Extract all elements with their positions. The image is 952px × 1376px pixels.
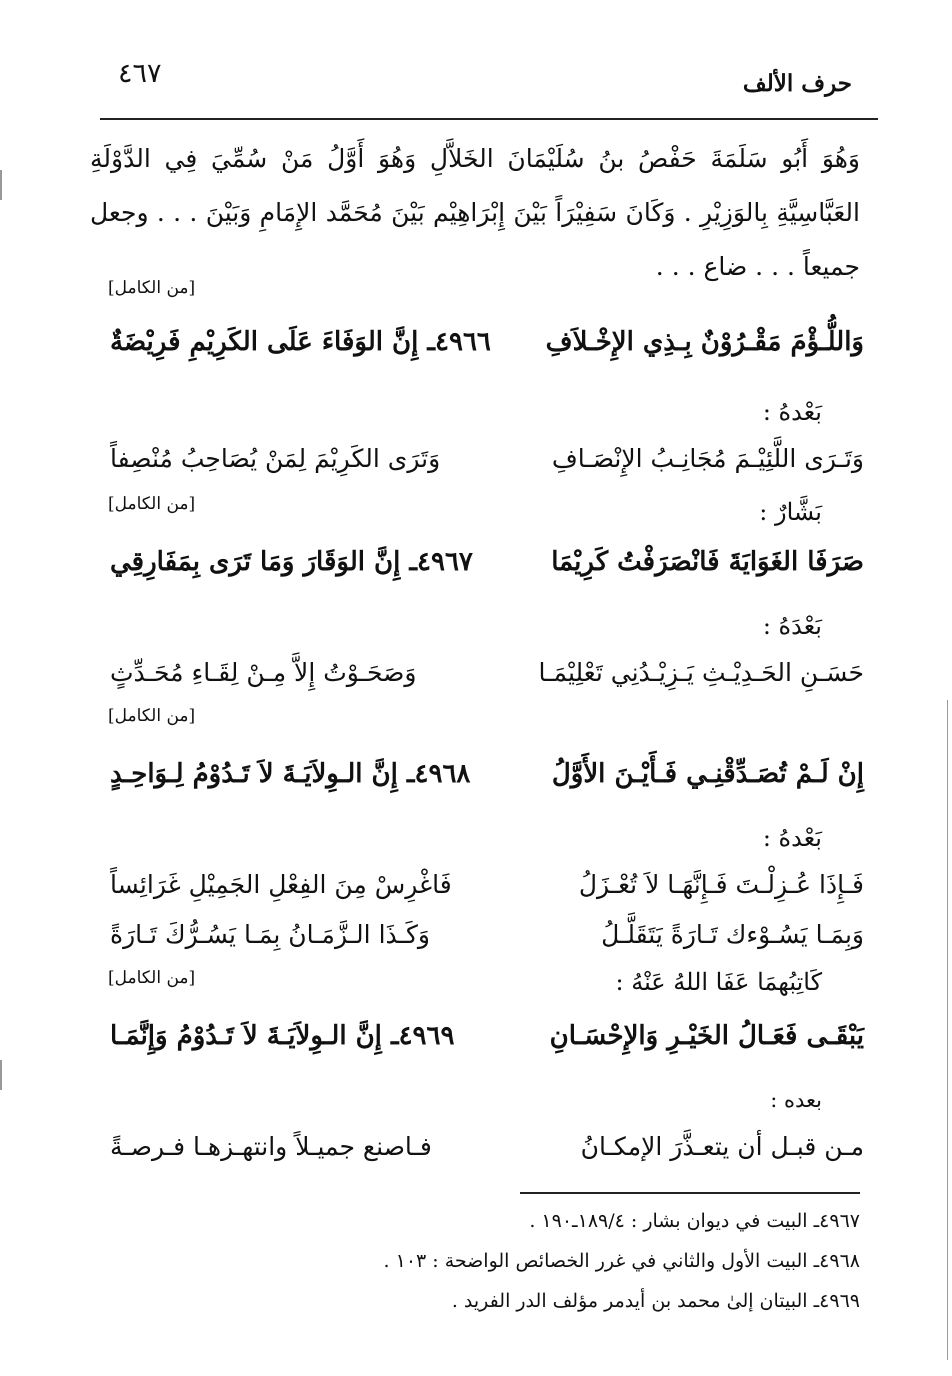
- following-verse: [110, 650, 864, 694]
- left-edge-mark: [0, 170, 2, 200]
- verse-4966: [110, 320, 864, 364]
- second-hemistich: وَبِمَـا يَسُـوْءك تَـارَةً يَتَقَلَّـلُ: [601, 919, 864, 949]
- footnote-4969: ٤٩٦٩ـ البيتان إلىٰ محمد بن أيدمر مؤلف الدر الفريد .: [451, 1290, 860, 1312]
- meter-label: [من الكامل]: [108, 706, 196, 726]
- follow-label: بَعْدهُ :: [762, 824, 822, 852]
- following-verse: [110, 1124, 864, 1168]
- first-hemistich: ٤٩٦٧ـ إِنَّ الوَقَارَ وَمَا تَرَى بِمَفَارِقِي: [110, 547, 473, 577]
- following-verse: [110, 436, 864, 480]
- second-hemistich: وَتَـرَى اللَّئِيْـمَ مُجَانِـبُ الإِنْصَـافِ: [551, 443, 864, 473]
- header-rule: [100, 118, 878, 120]
- first-hemistich: وَكَـذَا الـزَّمَـانُ بِمَـا يَسُـرُّكَ تَـارَةً: [110, 919, 430, 949]
- meter-label: [من الكامل]: [108, 968, 196, 988]
- right-edge-mark: [947, 700, 948, 1360]
- second-hemistich: مـن قبـل أن يتعـذَّرَ الإمكـانُ: [580, 1131, 864, 1161]
- page-number: ٤٦٧: [118, 58, 162, 89]
- second-hemistich: فَـإِذَا عُـزِلْـتَ فَـإِنَّهَـا لاَ تُعْـزَلُ: [578, 869, 864, 899]
- second-hemistich: وَاللُّـؤْمَ مَقْـرُوْنٌ بِـذِي الإِخْـلاَفِ: [545, 327, 864, 357]
- verse-4969: [110, 1014, 864, 1058]
- first-hemistich: ٤٩٦٩ـ إِنَّ الـوِلاَيَـةَ لاَ تَـدُوْمُ وَإِنَّمَـا: [110, 1021, 455, 1051]
- first-hemistich: فـاصنع جميـلاً وانتهـزهـا فـرصـةً: [110, 1131, 432, 1161]
- intro-paragraph: وَهُوَ أَبُو سَلَمَةَ حَفْصُ بنُ سُلَيْمَانَ الخَلاَّلِ وَهُوَ أَوَّلُ مَنْ سُمِّيَ فِي الدَّوْلَةِ العَبَّاسِيَّةِ بِالوَزِيْرِ . وَكَانَ سَفِيْرَاً بَيْنَ إِبْرَاهِيْم بَيْنَ مُحَمَّد الإِمَامِ وَبَيْنَ . . . وجعل جميعاً . . . ضاع . . .: [90, 144, 860, 281]
- first-hemistich: فَاغْرِسْ مِنَ الفِعْلِ الجَمِيْلِ غَرَائِساً: [110, 869, 452, 899]
- footnote-4967: ٤٩٦٧ـ البيت في ديوان بشار : ١٨٩/٤ـ١٩٠ .: [529, 1210, 860, 1232]
- running-head: حرف الألف: [742, 70, 852, 97]
- follow-label: بَعْدهُ :: [762, 398, 822, 426]
- second-hemistich: حَسَـنِ الحَـدِيْـثِ يَـزِيْـدُنِي تَعْلِيْمَـا: [538, 657, 864, 687]
- verse-4967: [110, 540, 864, 584]
- attribution-label: كَاتِبُهمَا عَفَا اللهُ عَنْهُ :: [615, 968, 822, 996]
- following-verse: [110, 862, 864, 906]
- follow-label: بَعْدَهُ :: [762, 612, 822, 640]
- meter-label: [من الكامل]: [108, 494, 196, 514]
- verse-4968: [110, 752, 864, 796]
- first-hemistich: ٤٩٦٦ـ إِنَّ الوَفَاءَ عَلَى الكَرِيْمِ فَرِيْضَةٌ: [110, 327, 491, 357]
- footnote-rule: [520, 1192, 860, 1194]
- first-hemistich: وَتَرَى الكَرِيْمَ لِمَنْ يُصَاحِبُ مُنْصِفاً: [110, 443, 441, 473]
- second-hemistich: صَرَفَا الغَوَايَةَ فَانْصَرَفْتُ كَرِيْمَا: [551, 547, 864, 577]
- first-hemistich: ٤٩٦٨ـ إِنَّ الـوِلاَيَـةَ لاَ تَـدُوْمُ لِـوَاحِـدٍ: [110, 759, 471, 789]
- first-hemistich: وَصَحَـوْتُ إِلاَّ مِـنْ لِقَـاءِ مُحَـدِّثٍ: [110, 657, 417, 687]
- second-hemistich: يَبْقَـى فَعَـالُ الخَيْـرِ وَالإِحْسَـانِ: [549, 1021, 864, 1051]
- meter-label: [من الكامل]: [108, 278, 196, 298]
- left-edge-mark: [0, 1060, 2, 1090]
- attribution-label: بَشَّارٌ :: [759, 498, 822, 526]
- following-verse: [110, 912, 864, 956]
- follow-label: بعده :: [770, 1088, 822, 1112]
- footnote-4968: ٤٩٦٨ـ البيت الأول والثاني في غرر الخصائص الواضحة : ١٠٣ .: [383, 1250, 860, 1272]
- second-hemistich: إِنْ لَـمْ تُصَـدِّقْنِـي فَـأَيْـنَ الأَوَّلُ: [551, 759, 864, 789]
